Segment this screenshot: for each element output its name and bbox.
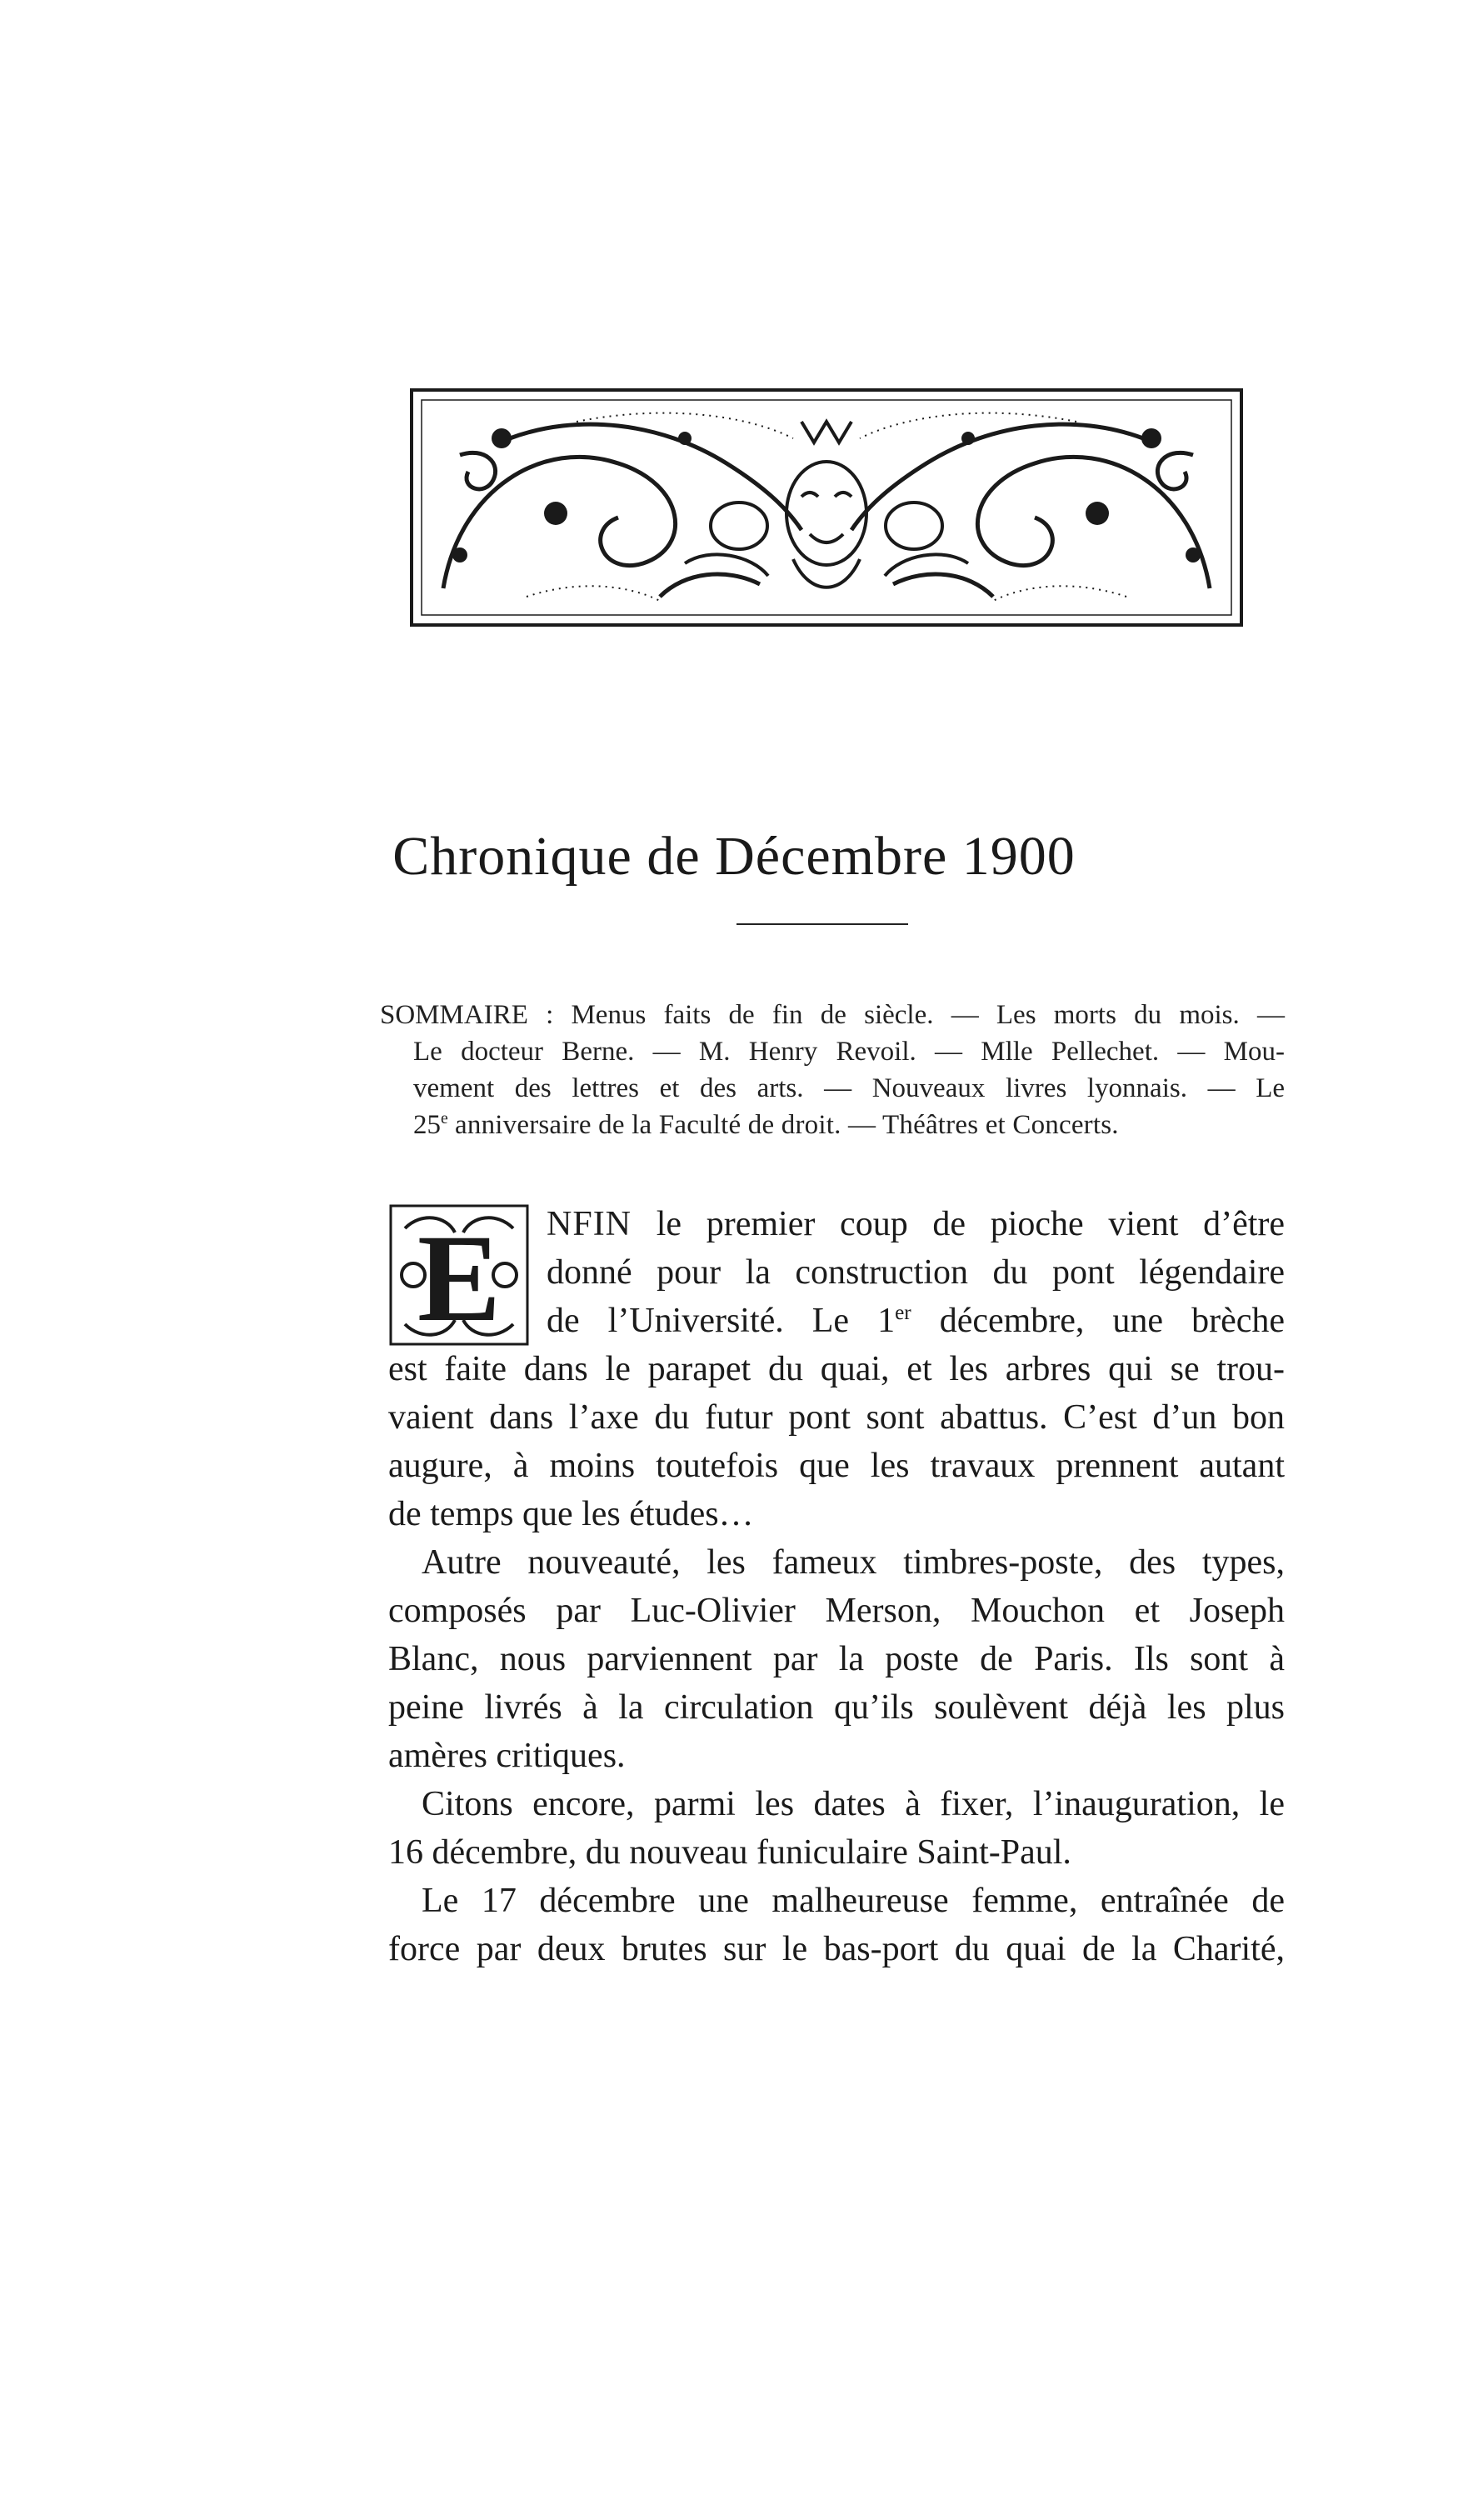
summary-line	[380, 1107, 1285, 1143]
dropcap-letter: E	[417, 1209, 502, 1347]
text-line: donné pour la construction du pont légendaire	[547, 1253, 1285, 1292]
title-rule	[736, 923, 908, 925]
body-text	[388, 1200, 1285, 1973]
summary-line: vement des lettres et des arts. — Nouveaux livres lyonnais. — Le	[413, 1073, 1285, 1103]
text-line: Citons encore, parmi les dates à fixer, l’inauguration, le	[422, 1785, 1285, 1823]
text-line-content: décembre, une brèche	[939, 1302, 1285, 1340]
summary-line-text: anniversaire de la Faculté de droit. — Théâtres et Concerts.	[455, 1110, 1119, 1140]
text-line: composés par Luc-Olivier Merson, Mouchon et Joseph	[388, 1592, 1285, 1630]
text-line: est faite dans le parapet du quai, et les arbres qui se trou-	[388, 1350, 1285, 1388]
text-line: peine livrés à la circulation qu’ils soulèvent déjà les plus	[388, 1688, 1285, 1727]
summary-line: Le docteur Berne. — M. Henry Revoil. — Mlle Pellechet. — Mou-	[413, 1037, 1285, 1067]
text-line: Blanc, nous parviennent par la poste de Paris. Ils sont à	[388, 1640, 1285, 1678]
summary	[380, 997, 1285, 1143]
text-line: vaient dans l’axe du futur pont sont abattus. C’est d’un bon	[388, 1398, 1285, 1437]
text-line: Le 17 décembre une malheureuse femme, entraînée de	[422, 1882, 1285, 1920]
summary-ordinal-number: 25	[413, 1110, 441, 1140]
text-line	[388, 1200, 1285, 1248]
page-title: Chronique de Décembre 1900	[392, 826, 1076, 887]
text-line: force par deux brutes sur le bas-port du quai de la Charité,	[388, 1930, 1285, 1968]
text-line	[388, 1297, 1285, 1345]
text-line: de temps que les études…	[388, 1495, 754, 1533]
text-line-content: de l’Université. Le	[547, 1302, 850, 1340]
text-line: amères critiques.	[388, 1737, 626, 1775]
summary-ordinal-suffix: e	[441, 1109, 448, 1128]
text-line-content: le premier coup de pioche vient d’être	[656, 1205, 1286, 1243]
first-word-rest: NFIN	[547, 1205, 632, 1243]
text-line: 16 décembre, du nouveau funiculaire Saint-Paul.	[388, 1833, 1071, 1872]
summary-line: SOMMAIRE : Menus faits de fin de siècle. — Les morts du mois. —	[380, 1000, 1285, 1030]
body-ordinal-suffix: er	[895, 1302, 911, 1324]
text-line: augure, à moins toutefois que les travaux prennent autant	[388, 1447, 1285, 1485]
text-line: Autre nouveauté, les fameux timbres-poste, des types,	[422, 1543, 1285, 1582]
body-ordinal-number: 1	[877, 1302, 896, 1340]
decorative-headpiece-icon	[410, 388, 1243, 627]
